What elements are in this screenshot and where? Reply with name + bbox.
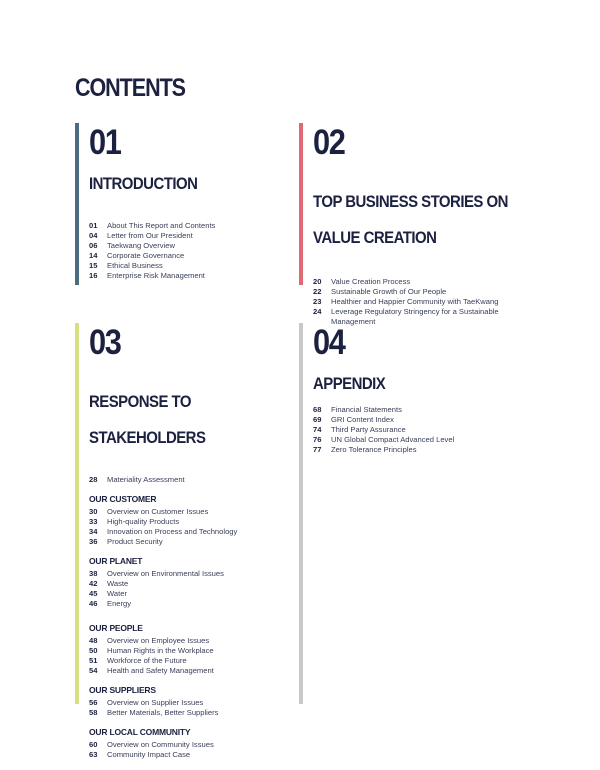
toc-item[interactable] bbox=[89, 475, 237, 485]
toc-label: Management bbox=[331, 317, 376, 326]
toc-item[interactable] bbox=[89, 261, 215, 271]
toc-label: Taekwang Overview bbox=[107, 241, 175, 250]
section-heading-line: VALUE CREATION bbox=[313, 228, 437, 247]
section-number: 02 bbox=[313, 123, 345, 162]
toc-item[interactable] bbox=[313, 297, 534, 307]
toc-item[interactable] bbox=[89, 646, 237, 656]
toc-label: Health and Safety Management bbox=[107, 666, 214, 675]
toc-item[interactable] bbox=[89, 251, 215, 261]
section-number: 03 bbox=[89, 323, 121, 362]
toc-item[interactable] bbox=[89, 656, 237, 666]
toc-label: Better Materials, Better Suppliers bbox=[107, 708, 219, 717]
toc-label: Third Party Assurance bbox=[331, 425, 406, 434]
toc-page: 58 bbox=[89, 708, 98, 717]
toc-label: Letter from Our President bbox=[107, 231, 193, 240]
toc-item[interactable] bbox=[89, 698, 237, 708]
section-number: 04 bbox=[313, 323, 345, 362]
toc-label: Product Security bbox=[107, 537, 163, 546]
toc-group-title: OUR CUSTOMER bbox=[89, 494, 157, 504]
toc-item[interactable] bbox=[89, 599, 237, 609]
toc-list bbox=[89, 475, 237, 760]
section-top-business-stories bbox=[299, 123, 534, 326]
toc-group-title: OUR PEOPLE bbox=[89, 623, 143, 633]
toc-item[interactable] bbox=[89, 589, 237, 599]
toc-page: 56 bbox=[89, 698, 98, 707]
toc-page: 42 bbox=[89, 579, 98, 588]
toc-page: 01 bbox=[89, 221, 98, 230]
toc-item[interactable] bbox=[89, 708, 237, 718]
toc-list bbox=[89, 221, 215, 281]
toc-item[interactable] bbox=[89, 527, 237, 537]
toc-label: Overview on Employee Issues bbox=[107, 636, 210, 645]
toc-page: 24 bbox=[313, 307, 322, 316]
toc-page: 76 bbox=[313, 435, 322, 444]
toc-page: 06 bbox=[89, 241, 98, 250]
toc-label: Human Rights in the Workplace bbox=[107, 646, 214, 655]
toc-item[interactable] bbox=[89, 740, 237, 750]
toc-item[interactable] bbox=[89, 517, 237, 527]
section-number: 01 bbox=[89, 123, 121, 162]
toc-item[interactable] bbox=[89, 221, 215, 231]
toc-page: 63 bbox=[89, 750, 98, 759]
section-heading-line: TOP BUSINESS STORIES ON bbox=[313, 192, 508, 211]
toc-label: Corporate Governance bbox=[107, 251, 185, 260]
toc-group-title: OUR PLANET bbox=[89, 556, 143, 566]
toc-page: 77 bbox=[313, 445, 322, 454]
toc-list bbox=[313, 405, 454, 455]
toc-page: 36 bbox=[89, 537, 98, 546]
page-title: CONTENTS bbox=[75, 74, 185, 102]
section-heading bbox=[89, 375, 220, 465]
toc-label: Sustainable Growth of Our People bbox=[331, 287, 447, 296]
toc-label: Overview on Supplier Issues bbox=[107, 698, 204, 707]
toc-item[interactable] bbox=[313, 415, 454, 425]
section-heading-line: RESPONSE TO bbox=[89, 392, 191, 411]
toc-label: UN Global Compact Advanced Level bbox=[331, 435, 455, 444]
toc-label: Enterprise Risk Management bbox=[107, 271, 205, 280]
toc-item[interactable] bbox=[89, 579, 237, 589]
toc-label: Leverage Regulatory Stringency for a Sustainable bbox=[331, 307, 499, 316]
toc-page: 68 bbox=[313, 405, 322, 414]
toc-label: Water bbox=[107, 589, 127, 598]
toc-page: 60 bbox=[89, 740, 98, 749]
toc-page: 45 bbox=[89, 589, 98, 598]
toc-label: Healthier and Happier Community with TaeKwang bbox=[331, 297, 499, 306]
toc-label: Zero Tolerance Principles bbox=[331, 445, 417, 454]
toc-item[interactable] bbox=[89, 271, 215, 281]
toc-item[interactable] bbox=[313, 277, 534, 287]
toc-page: 04 bbox=[89, 231, 98, 240]
toc-item[interactable] bbox=[313, 425, 454, 435]
toc-page: 54 bbox=[89, 666, 98, 675]
toc-page: 14 bbox=[89, 251, 98, 260]
toc-label: Overview on Environmental Issues bbox=[107, 569, 224, 578]
toc-item[interactable] bbox=[89, 666, 237, 676]
toc-page: 38 bbox=[89, 569, 98, 578]
toc-label: Workforce of the Future bbox=[107, 656, 187, 665]
toc-page: 28 bbox=[89, 475, 98, 484]
toc-page: 69 bbox=[313, 415, 322, 424]
toc-item[interactable] bbox=[89, 507, 237, 517]
toc-page: 50 bbox=[89, 646, 98, 655]
toc-item[interactable] bbox=[89, 750, 237, 760]
section-heading bbox=[313, 175, 508, 265]
toc-page: 23 bbox=[313, 297, 322, 306]
toc-page: 22 bbox=[313, 287, 322, 296]
toc-page: 20 bbox=[313, 277, 322, 286]
toc-label: Energy bbox=[107, 599, 132, 608]
toc-label: Innovation on Process and Technology bbox=[107, 527, 238, 536]
toc-list bbox=[313, 277, 534, 327]
toc-page: 46 bbox=[89, 599, 98, 608]
toc-item[interactable] bbox=[89, 569, 237, 579]
toc-page: 48 bbox=[89, 636, 98, 645]
toc-label: Financial Statements bbox=[331, 405, 402, 414]
toc-item[interactable] bbox=[313, 287, 534, 297]
toc-page: 74 bbox=[313, 425, 322, 434]
section-introduction bbox=[75, 123, 215, 285]
toc-page: 15 bbox=[89, 261, 98, 270]
toc-page: 33 bbox=[89, 517, 98, 526]
toc-label: Waste bbox=[107, 579, 129, 588]
toc-label: Overview on Customer Issues bbox=[107, 507, 209, 516]
toc-group-title: OUR SUPPLIERS bbox=[89, 685, 156, 695]
toc-group-title: OUR LOCAL COMMUNITY bbox=[89, 727, 191, 737]
toc-label: GRI Content Index bbox=[331, 415, 394, 424]
toc-item[interactable] bbox=[89, 241, 215, 251]
toc-page: 34 bbox=[89, 527, 98, 536]
toc-item[interactable] bbox=[89, 537, 237, 547]
toc-label: Community Impact Case bbox=[107, 750, 191, 759]
toc-page: 30 bbox=[89, 507, 98, 516]
section-heading: INTRODUCTION bbox=[89, 174, 198, 193]
toc-page: 51 bbox=[89, 656, 98, 665]
section-appendix bbox=[299, 323, 454, 704]
section-heading-line: STAKEHOLDERS bbox=[89, 428, 206, 447]
toc-label: About This Report and Contents bbox=[107, 221, 216, 230]
toc-item[interactable] bbox=[313, 435, 454, 445]
toc-item[interactable] bbox=[313, 405, 454, 415]
toc-label: Materiality Assessment bbox=[107, 475, 185, 484]
toc-label: High-quality Products bbox=[107, 517, 180, 526]
toc-page: 16 bbox=[89, 271, 98, 280]
toc-item[interactable] bbox=[89, 231, 215, 241]
section-response-to-stakeholders bbox=[75, 323, 238, 759]
section-heading: APPENDIX bbox=[313, 374, 386, 393]
toc-label: Overview on Community Issues bbox=[107, 740, 214, 749]
toc-label: Value Creation Process bbox=[331, 277, 411, 286]
toc-item[interactable] bbox=[313, 307, 534, 317]
toc-item[interactable] bbox=[89, 636, 237, 646]
toc-label: Ethical Business bbox=[107, 261, 163, 270]
toc-item[interactable] bbox=[313, 445, 454, 455]
